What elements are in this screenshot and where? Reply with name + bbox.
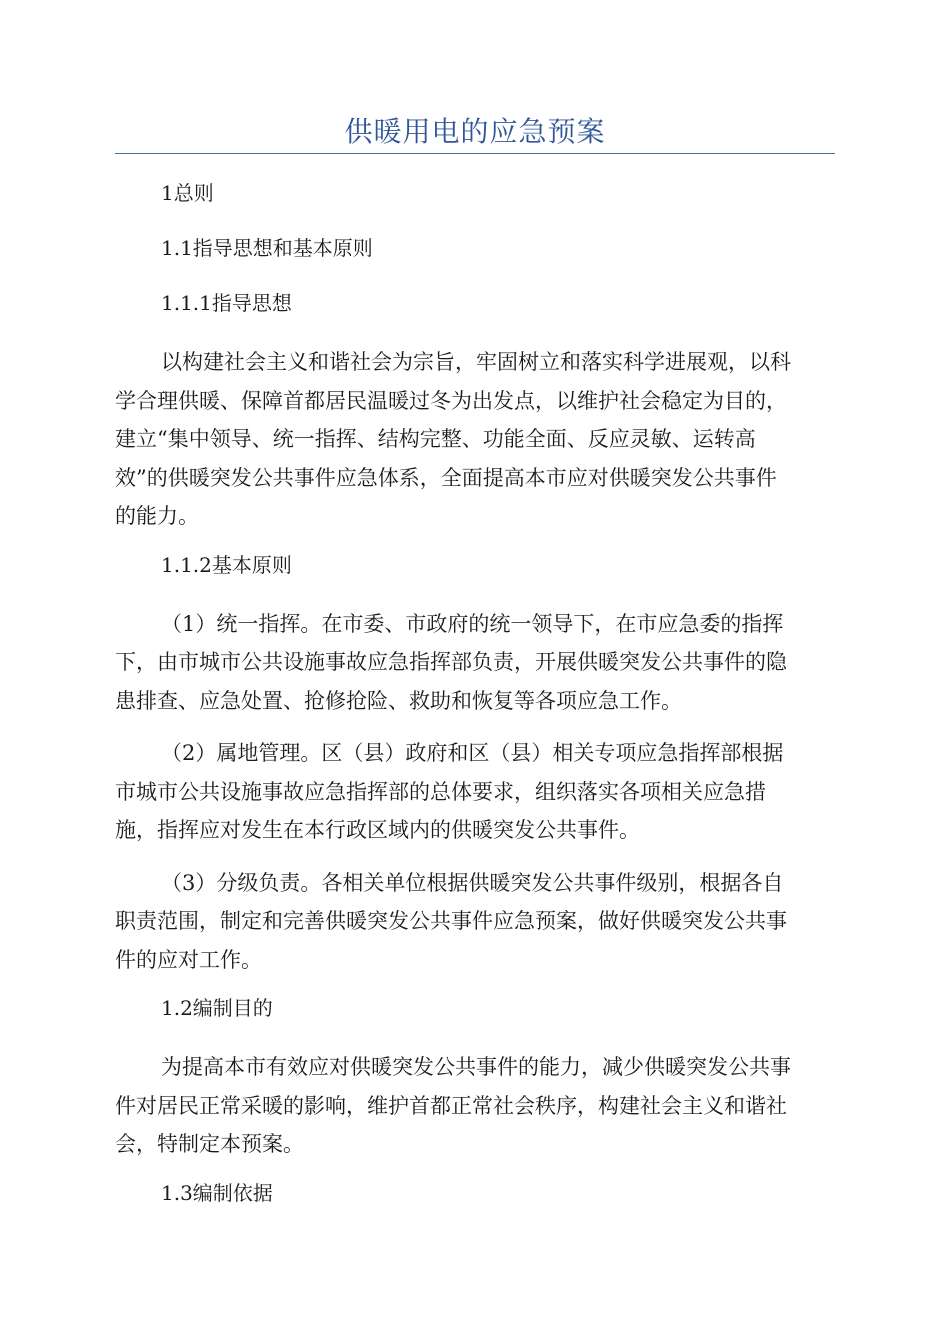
heading-general: 1总则	[161, 181, 214, 205]
document-title: 供暖用电的应急预案	[344, 115, 606, 148]
paragraph-line: 下，由市城市公共设施事故应急指挥部负责，开展供暖突发公共事件的隐	[115, 650, 787, 674]
heading-guiding-thought: 1.1.1指导思想	[161, 291, 292, 315]
paragraph-line: 职责范围，制定和完善供暖突发公共事件应急预案，做好供暖突发公共事	[115, 909, 787, 933]
heading-basic-principles: 1.1.2基本原则	[161, 552, 292, 577]
paragraph-line: 患排查、应急处置、抢修抢险、救助和恢复等各项应急工作。	[115, 688, 682, 713]
paragraph-line: 会，特制定本预案。	[115, 1132, 304, 1156]
paragraph-unified-command	[115, 605, 835, 721]
paragraph-line: 建立“集中领导、统一指挥、结构完整、功能全面、反应灵敏、运转高	[115, 427, 756, 451]
paragraph-line: （1）统一指挥。在市委、市政府的统一领导下，在市应急委的指挥	[161, 611, 784, 636]
paragraph-line: 以构建社会主义和谐社会为宗旨，牢固树立和落实科学进展观，以科	[161, 350, 791, 374]
paragraph-line: 的能力。	[115, 504, 199, 528]
heading-purpose: 1.2编制目的	[161, 996, 273, 1020]
paragraph-graded-responsibility	[115, 864, 835, 980]
paragraph-line: 效”的供暖突发公共事件应急体系，全面提高本市应对供暖突发公共事件	[115, 465, 777, 490]
document-body	[115, 178, 835, 1233]
paragraph-line: 学合理供暖、保障首都居民温暖过冬为出发点，以维护社会稳定为目的，	[115, 388, 787, 413]
paragraph-line: 件的应对工作。	[115, 947, 262, 972]
paragraph-line: （3）分级负责。各相关单位根据供暖突发公共事件级别，根据各自	[161, 870, 784, 895]
heading-basis: 1.3编制依据	[161, 1180, 273, 1205]
paragraph-line: （2）属地管理。区（县）政府和区（县）相关专项应急指挥部根据	[161, 741, 784, 765]
paragraph-line: 市城市公共设施事故应急指挥部的总体要求，组织落实各项相关应急措	[115, 779, 766, 804]
paragraph-line: 为提高本市有效应对供暖突发公共事件的能力，减少供暖突发公共事	[161, 1055, 791, 1079]
paragraph-territorial-management	[115, 734, 835, 850]
title-underline	[115, 153, 835, 154]
heading-guiding-principles: 1.1指导思想和基本原则	[161, 236, 373, 260]
paragraph-line: 件对居民正常采暖的影响，维护首都正常社会秩序，构建社会主义和谐社	[115, 1093, 787, 1118]
paragraph-guiding-thought	[115, 343, 835, 536]
paragraph-line: 施，指挥应对发生在本行政区域内的供暖突发公共事件。	[115, 818, 640, 842]
paragraph-purpose	[115, 1048, 835, 1164]
